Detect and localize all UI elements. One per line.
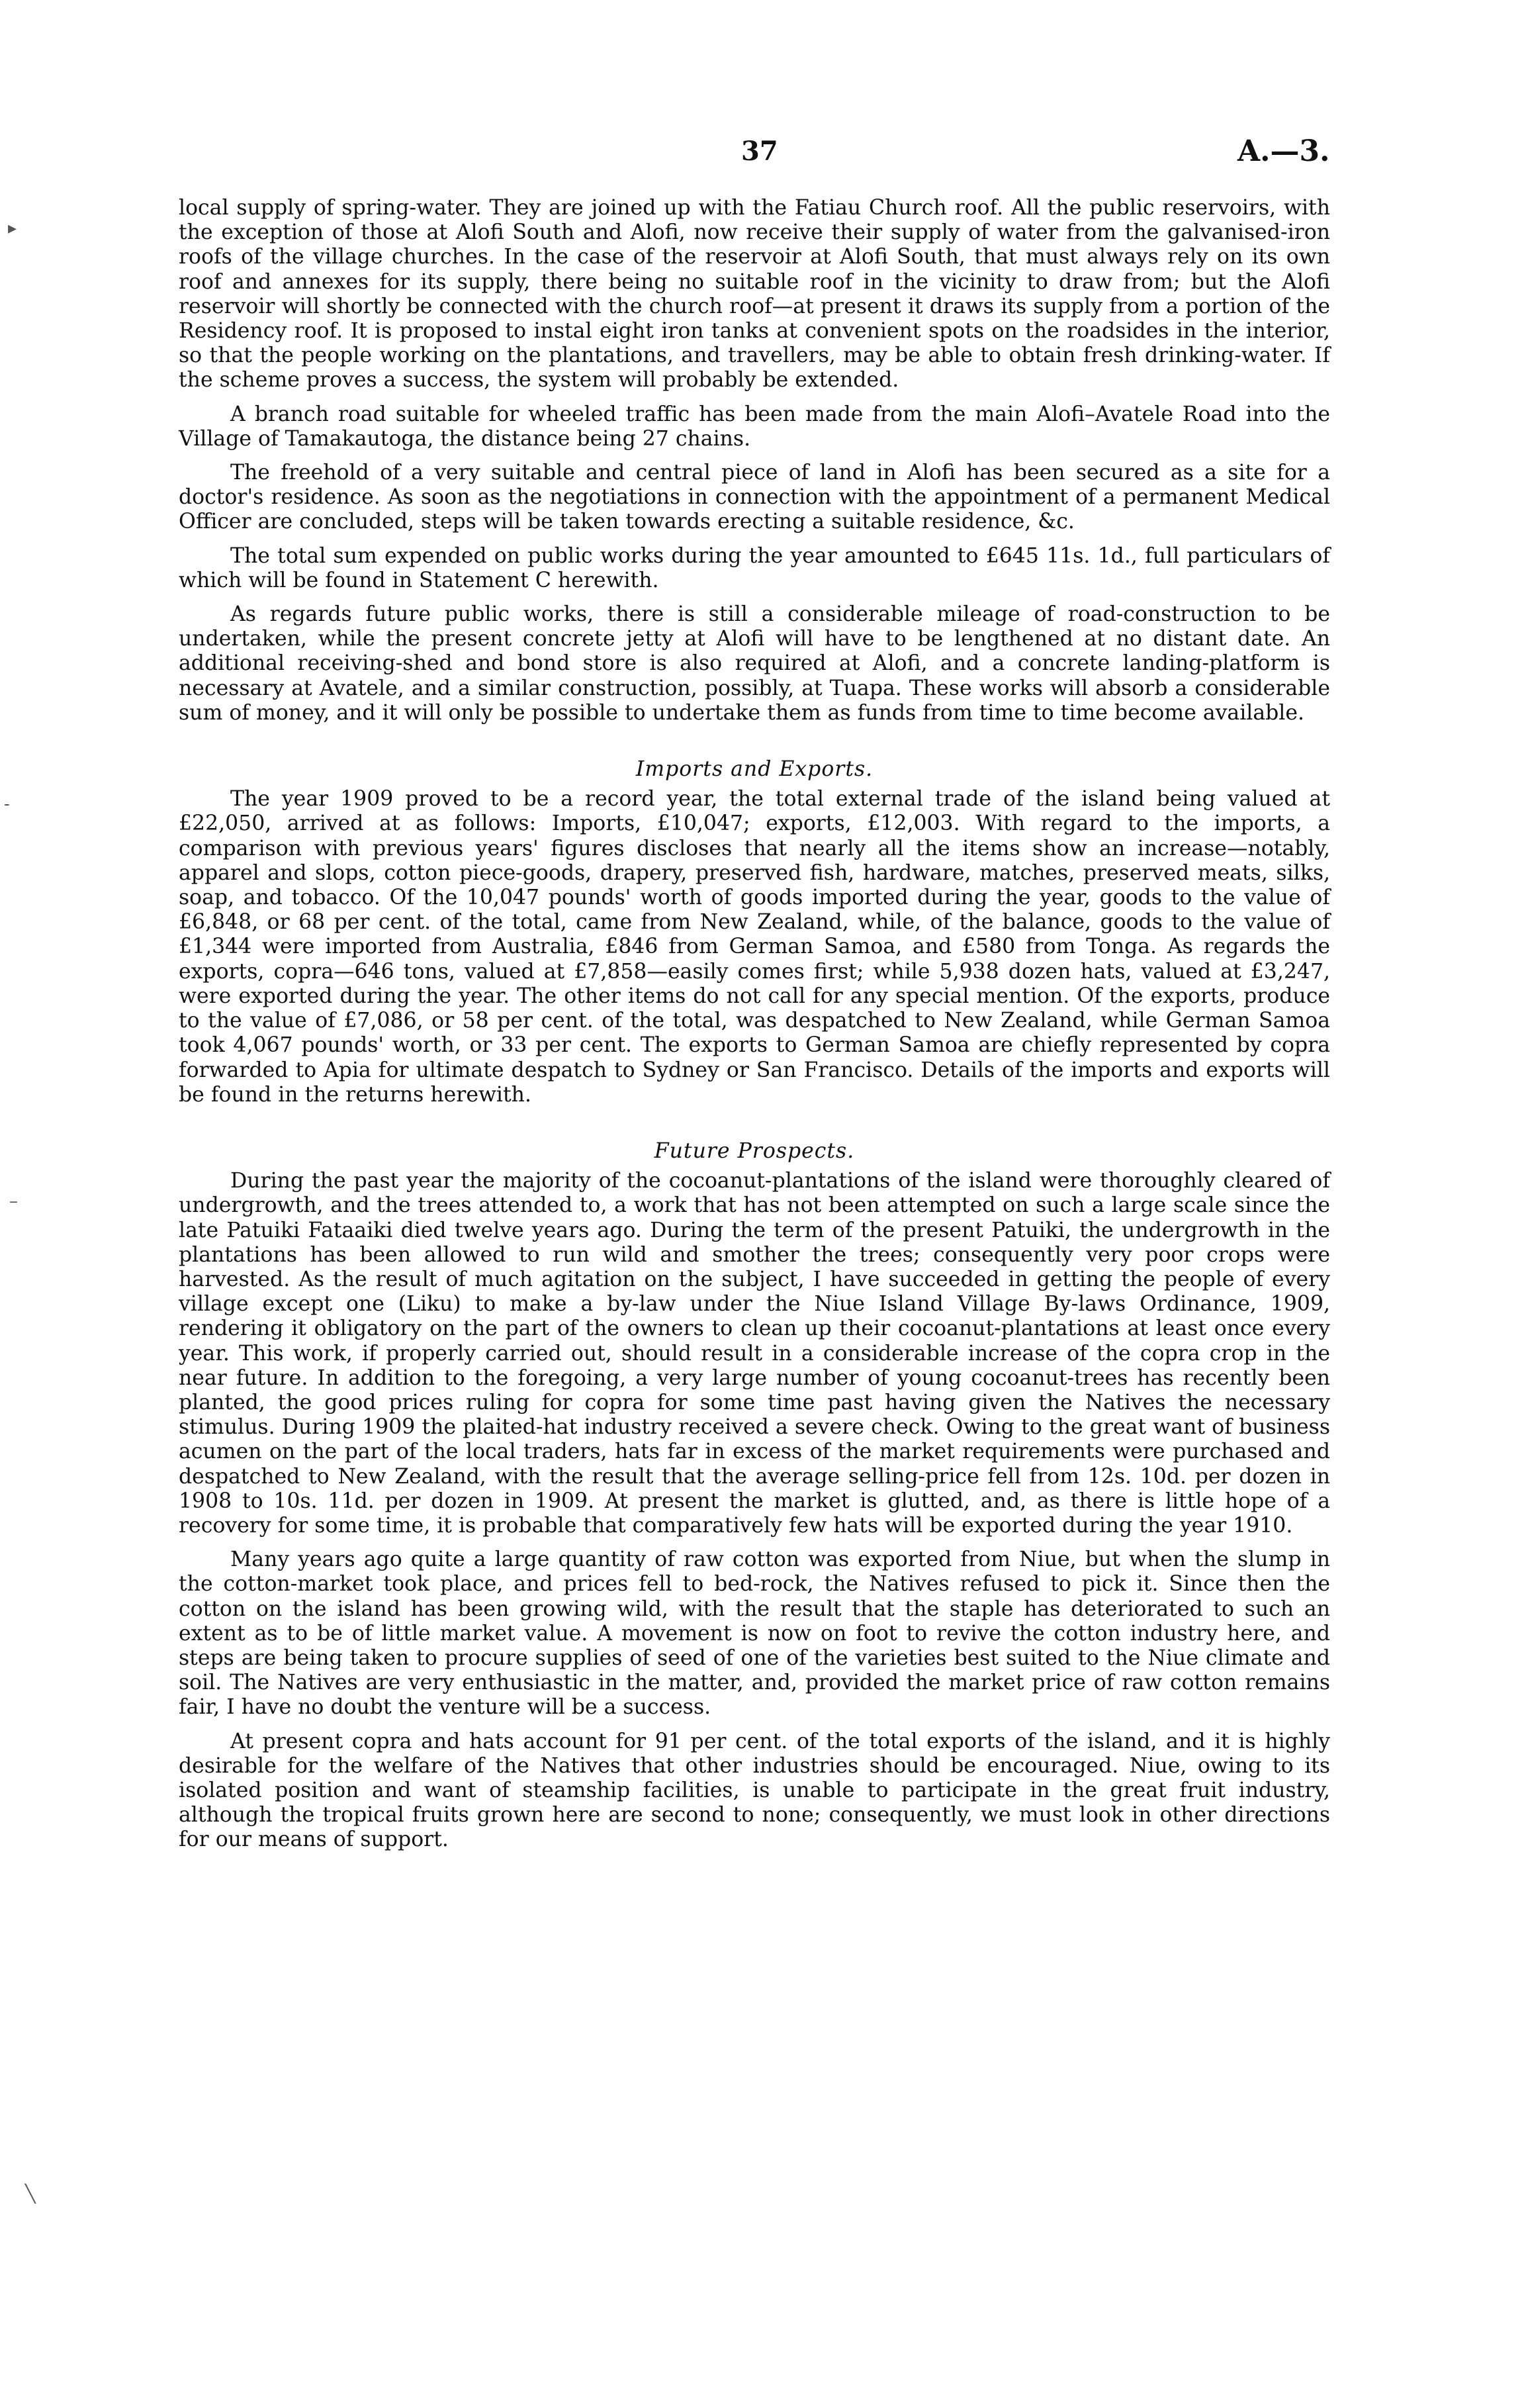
margin-mark: - <box>4 794 10 814</box>
paragraph: local supply of spring-water. They are joined up with the Fatiau Church roof. All the public reservoirs, with the exception of those at Alofi South and Alofi, now receive their supply of water from the galvanised-iron roofs of the village churches. In the case of the reservoir at Alofi South, that must always rely on its own roof and annexes for its supply, there being no suitable roof in the vicinity to draw from; but the Alofi reservoir will shortly be connected with the church roof—at present it draws its supply from a portion of the Residency roof. It is proposed to instal eight iron tanks at convenient spots on the roadsides in the interior, so that the people working on the plantations, and travellers, may be able to obtain fresh drinking-water. If the scheme proves a success, the system will probably be extended. <box>179 196 1330 393</box>
document-reference: A.—3. <box>1237 134 1330 168</box>
paragraph: The freehold of a very suitable and central piece of land in Alofi has been secured as a site for a doctor's residence. As soon as the negotiations in connection with the appointment of a permanent Medical Officer are concluded, steps will be taken towards erecting a suitable residence, &c. <box>179 461 1330 534</box>
paragraph: As regards future public works, there is still a considerable mileage of road-construction to be undertaken, while the present concrete jetty at Alofi will have to be lengthened at no distant date. An additional receiving-shed and bond store is also required at Alofi, and a concrete landing-platform is necessary at Avatele, and a similar construction, possibly, at Tuapa. These works will absorb a considerable sum of money, and it will only be possible to undertake them as funds from time to time become available. <box>179 602 1330 725</box>
paragraph: A branch road suitable for wheeled traffic has been made from the main Alofi–Avatele Road into the Village of Tamakautoga, the distance being 27 chains. <box>179 402 1330 451</box>
section-heading-imports-exports: Imports and Exports. <box>635 757 874 782</box>
paragraph: The total sum expended on public works during the year amounted to £645 11s. 1d., full particulars of which will be found in Statement C herewith. <box>179 543 1330 592</box>
margin-mark: ╲ <box>25 2184 36 2204</box>
margin-mark: ▸ <box>8 218 17 238</box>
paragraph: The year 1909 proved to be a record year, the total external trade of the island being valued at £22,050, arrived at as follows: Imports, £10,047; exports, £12,003. With regard to the imports, a comparison with previous years' figures discloses that nearly all the items show an increase—notably, apparel and slops, cotton piece-goods, drapery, preserved fish, hardware, matches, preserved meats, silks, soap, and tobacco. Of the 10,047 pounds' worth of goods imported during the year, goods to the value of £6,848, or 68 per cent. of the total, came from New Zealand, while, of the balance, goods to the value of £1,344 were imported from Australia, £846 from German Samoa, and £580 from Tonga. As regards the exports, copra—646 tons, valued at £7,858—easily comes first; while 5,938 dozen hats, valued at £3,247, were exported during the year. The other items do not call for any special mention. Of the exports, produce to the value of £7,086, or 58 per cent. of the total, was despatched to New Zealand, while German Samoa took 4,067 pounds' worth, or 33 per cent. The exports to German Samoa are chiefly represented by copra forwarded to Apia for ultimate despatch to Sydney or San Francisco. Details of the imports and exports will be found in the returns herewith. <box>179 787 1330 1107</box>
page-number: 37 <box>741 136 778 167</box>
paragraph: Many years ago quite a large quantity of raw cotton was exported from Niue, but when the slump in the cotton-market took place, and prices fell to bed-rock, the Natives refused to pick it. Since then the cotton on the island has been growing wild, with the result that the staple has deteriorated to such an extent as to be of little market value. A movement is now on foot to revive the cotton industry here, and steps are being taken to procure supplies of seed of one of the varieties best suited to the Niue climate and soil. The Natives are very enthusiastic in the matter, and, provided the market price of raw cotton remains fair, I have no doubt the venture will be a success. <box>179 1548 1330 1720</box>
report-body <box>179 196 1330 1862</box>
paragraph: At present copra and hats account for 91 per cent. of the total exports of the island, and it is highly desirable for the welfare of the Natives that other industries should be encouraged. Niue, owing to its isolated position and want of steamship facilities, is unable to participate in the great fruit industry, although the tropical fruits grown here are second to none; consequently, we must look in other directions for our means of support. <box>179 1729 1330 1852</box>
paragraph: During the past year the majority of the cocoanut-plantations of the island were thoroughly cleared of undergrowth, and the trees attended to, a work that has not been attempted on such a large scale since the late Patuiki Fataaiki died twelve years ago. During the term of the present Patuiki, the undergrowth in the plantations has been allowed to run wild and smother the trees; consequently very poor crops were harvested. As the result of much agitation on the subject, I have succeeded in getting the people of every village except one (Liku) to make a by-law under the Niue Island Village By-laws Ordinance, 1909, rendering it obligatory on the part of the owners to clean up their cocoanut-plantations at least once every year. This work, if properly carried out, should result in a considerable increase of the copra crop in the near future. In addition to the foregoing, a very large number of young cocoanut-trees has recently been planted, the good prices ruling for copra for some time past having given the Natives the necessary stimulus. During 1909 the plaited-hat industry received a severe check. Owing to the great want of business acumen on the part of the local traders, hats far in excess of the market requirements were purchased and despatched to New Zealand, with the result that the average selling-price fell from 12s. 10d. per dozen in 1908 to 10s. 11d. per dozen in 1909. At present the market is glutted, and, as there is little hope of a recovery for some time, it is probable that comparatively few hats will be exported during the year 1910. <box>179 1169 1330 1538</box>
section-heading-future-prospects: Future Prospects. <box>654 1138 855 1163</box>
margin-mark: – <box>9 1191 18 1211</box>
